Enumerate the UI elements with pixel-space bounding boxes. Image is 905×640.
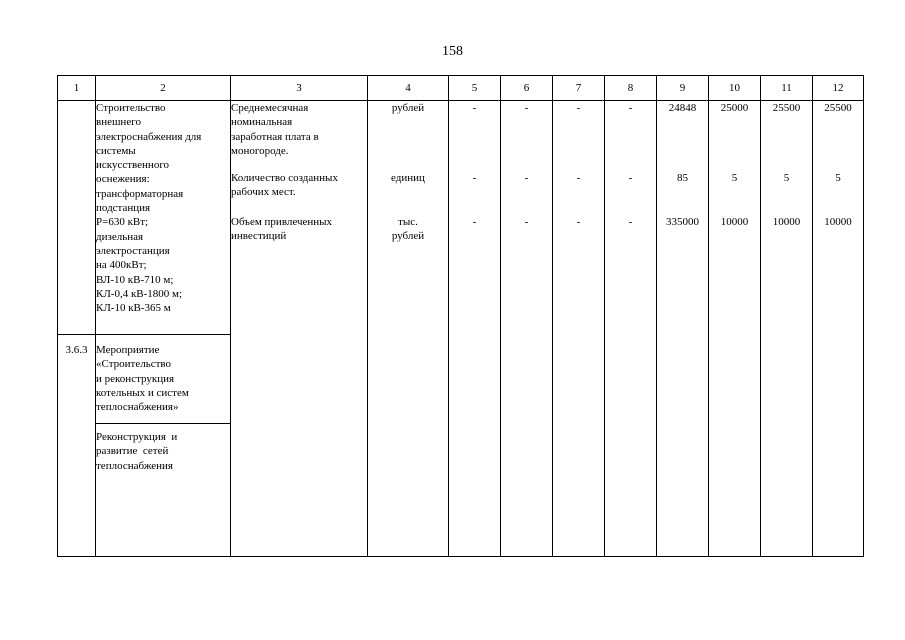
value: 5	[731, 172, 738, 184]
unit-text: единиц	[391, 172, 425, 184]
value: -	[524, 216, 529, 228]
unit-text: рублей	[391, 230, 425, 243]
header-cell: 7	[553, 76, 605, 101]
text-line: КЛ-10 кВ-365 м	[96, 302, 171, 315]
text-line: развитие сетей	[96, 445, 169, 458]
text-line: электроснабжения для	[96, 130, 202, 143]
text-line: дизельная	[96, 230, 144, 243]
header-cell: 11	[761, 76, 813, 101]
value: -	[576, 102, 581, 114]
unit-text: тыс.	[398, 216, 418, 228]
value: -	[628, 102, 633, 114]
value: -	[576, 216, 581, 228]
text-line: на 400кВт;	[96, 259, 147, 272]
indicator-text: моногороде.	[231, 144, 289, 157]
value: -	[524, 172, 529, 184]
value: 85	[677, 172, 688, 184]
value: -	[576, 172, 581, 184]
indicator-text: Среднемесячная	[231, 102, 309, 114]
subevent-cell	[96, 424, 231, 557]
text-line: Мероприятие	[96, 344, 160, 356]
value-cell-col6	[501, 101, 553, 557]
header-cell: 3	[231, 76, 368, 101]
header-cell: 5	[449, 76, 501, 101]
indicator-text: инвестиций	[231, 230, 287, 243]
value-cell-col9	[657, 101, 709, 557]
text-line: ВЛ-10 кВ-710 м;	[96, 273, 174, 286]
text-line: искусственного	[96, 159, 170, 172]
value: -	[524, 102, 529, 114]
table-row	[58, 101, 864, 335]
value: -	[472, 216, 477, 228]
indicator-text: номинальная	[231, 116, 293, 129]
text-line: системы	[96, 144, 136, 157]
value: -	[472, 102, 477, 114]
value: -	[628, 172, 633, 184]
value-cell-col5	[449, 101, 501, 557]
unit-text: рублей	[391, 102, 425, 114]
value: 10000	[772, 216, 801, 228]
unit-cell	[368, 101, 449, 557]
row-number: 3.6.3	[65, 344, 88, 356]
value: 25500	[772, 102, 801, 114]
text-line: подстанция	[96, 202, 151, 215]
indicator-text: Объем привлеченных	[231, 216, 333, 228]
header-cell: 12	[813, 76, 864, 101]
text-line: трансформаторная	[96, 187, 184, 200]
text-line: КЛ-0,4 кВ-1800 м;	[96, 287, 183, 300]
value: 5	[783, 172, 790, 184]
text-line: теплоснабжения»	[96, 401, 179, 414]
value-cell-col11	[761, 101, 813, 557]
indicator-text: Количество созданных	[231, 172, 338, 184]
header-cell: 10	[709, 76, 761, 101]
page-number: 158	[442, 44, 463, 59]
value: 10000	[720, 216, 749, 228]
row-number-cell	[58, 335, 96, 557]
event-description-cell	[96, 101, 231, 335]
text-line: теплоснабжения	[96, 459, 173, 472]
value: 25500	[824, 102, 852, 114]
header-cell: 8	[605, 76, 657, 101]
indicator-text: рабочих мест.	[231, 186, 296, 199]
value-cell-col7	[553, 101, 605, 557]
row-number-cell	[58, 101, 96, 335]
text-line: Р=630 кВт;	[96, 216, 149, 229]
text-line: Реконструкция и	[96, 431, 178, 443]
indicator-name-cell	[231, 101, 368, 557]
text-line: котельных и систем	[96, 386, 189, 399]
value: 10000	[824, 216, 852, 228]
text-line: внешнего	[96, 116, 141, 129]
header-cell: 1	[58, 76, 96, 101]
data-table	[57, 75, 864, 557]
value-cell-col10	[709, 101, 761, 557]
value: 24848	[668, 102, 697, 114]
value-cell-col12	[813, 101, 864, 557]
text-line: оснежения:	[96, 173, 150, 186]
value: -	[628, 216, 633, 228]
header-row	[58, 76, 864, 101]
header-cell: 2	[96, 76, 231, 101]
header-cell: 4	[368, 76, 449, 101]
value: 5	[835, 172, 841, 184]
value: 25000	[720, 102, 749, 114]
value: -	[472, 172, 477, 184]
value: 335000	[666, 216, 699, 228]
text-line: Строительство	[96, 102, 166, 114]
text-line: электростанция	[96, 244, 170, 257]
text-line: и реконструкция	[96, 372, 175, 385]
header-cell: 9	[657, 76, 709, 101]
indicator-text: заработная плата в	[231, 130, 319, 143]
text-line: «Строительство	[96, 358, 172, 371]
event-title-cell	[96, 335, 231, 424]
value-cell-col8	[605, 101, 657, 557]
header-cell: 6	[501, 76, 553, 101]
